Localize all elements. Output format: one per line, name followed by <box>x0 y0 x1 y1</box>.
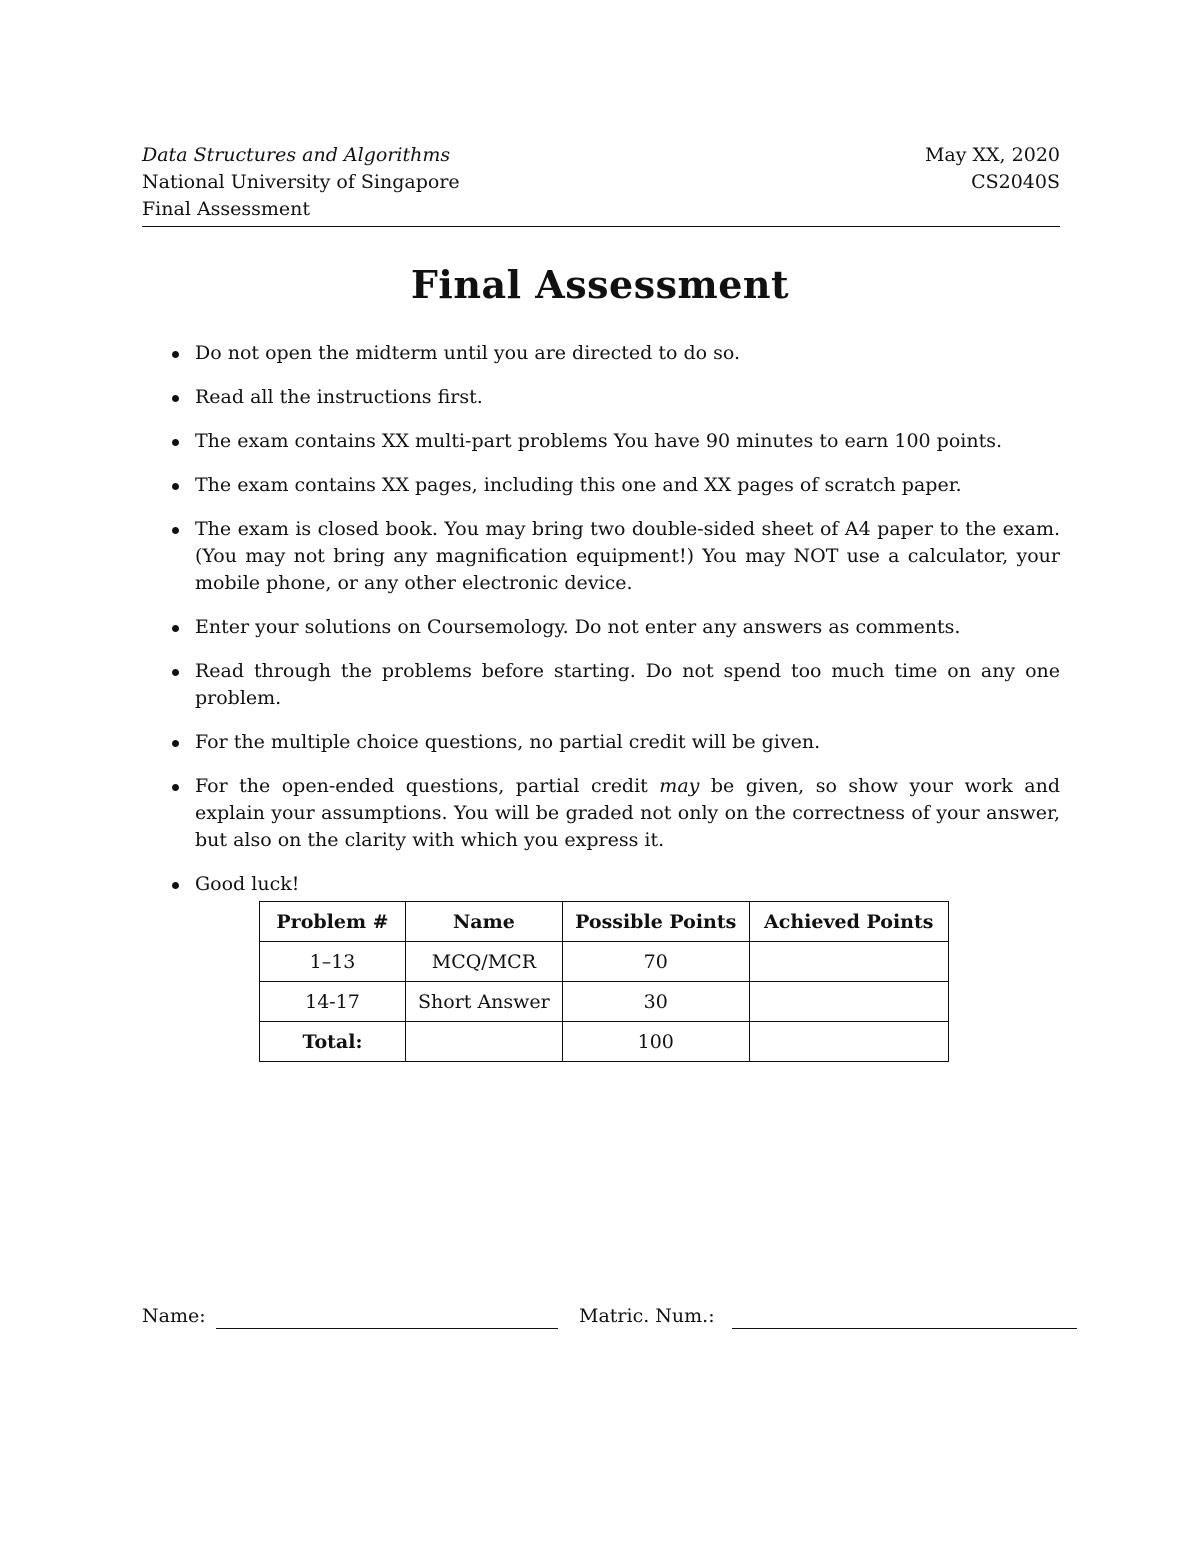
bullet-icon <box>172 669 179 676</box>
signature-section <box>142 1305 1082 1335</box>
score-table <box>259 901 949 1062</box>
bullet-icon <box>172 351 179 358</box>
table-row <box>260 942 949 982</box>
cell-name: Short Answer <box>406 982 563 1022</box>
table-row <box>260 982 949 1022</box>
instruction-text: The exam contains XX multi-part problems You have 90 minutes to earn 100 points. <box>195 430 1003 452</box>
instruction-text <box>195 775 1060 851</box>
matric-label: Matric. Num.: <box>579 1305 715 1327</box>
name-line <box>216 1328 558 1329</box>
header-row-1 <box>142 142 1060 169</box>
instruction-text: For the multiple choice questions, no partial credit will be given. <box>195 731 821 753</box>
instruction-item <box>172 729 1060 756</box>
column-header-problem: Problem # <box>260 902 406 942</box>
cell-problem: 14-17 <box>260 982 406 1022</box>
instruction-text: Do not open the midterm until you are directed to do so. <box>195 342 740 364</box>
assessment-label: Final Assessment <box>142 198 311 220</box>
cell-name: MCQ/MCR <box>406 942 563 982</box>
bullet-icon <box>172 439 179 446</box>
instruction-text-start: For the open-ended questions, partial credit <box>195 775 660 797</box>
instruction-item <box>172 773 1060 854</box>
university-name: National University of Singapore <box>142 171 460 193</box>
instruction-item <box>172 516 1060 597</box>
course-title: Data Structures and Algorithms <box>142 144 451 166</box>
instruction-item <box>172 384 1060 411</box>
instruction-text: The exam contains XX pages, including this one and XX pages of scratch paper. <box>195 474 962 496</box>
header-divider <box>142 226 1060 227</box>
instruction-item <box>172 340 1060 367</box>
header-row-2 <box>142 169 1060 196</box>
page-header <box>142 142 1060 223</box>
instruction-item <box>172 658 1060 712</box>
matric-line <box>732 1328 1077 1329</box>
instruction-text: Read through the problems before starting. Do not spend too much time on any one problem. <box>195 660 1060 709</box>
header-row-3 <box>142 196 1060 223</box>
cell-achieved-points <box>749 942 948 982</box>
bullet-icon <box>172 395 179 402</box>
instruction-text: Read all the instructions first. <box>195 386 483 408</box>
instruction-item <box>172 614 1060 641</box>
cell-possible-points: 70 <box>562 942 749 982</box>
cell-problem: 1–13 <box>260 942 406 982</box>
instruction-item <box>172 428 1060 455</box>
instruction-emphasis: may <box>659 775 700 797</box>
instructions-list <box>172 340 1060 915</box>
column-header-possible-points: Possible Points <box>562 902 749 942</box>
instruction-text: The exam is closed book. You may bring two double-sided sheet of A4 paper to the exam. (You may not bring any magnification equipment!) You may NOT use a calculator, your mobile phone, or any other electronic device. <box>195 518 1060 594</box>
bullet-icon <box>172 625 179 632</box>
table-header-row <box>260 902 949 942</box>
total-achieved-points <box>749 1022 948 1062</box>
instruction-text: Enter your solutions on Coursemology. Do not enter any answers as comments. <box>195 616 961 638</box>
course-code: CS2040S <box>971 171 1060 193</box>
bullet-icon <box>172 740 179 747</box>
name-label: Name: <box>142 1305 206 1327</box>
instruction-item <box>172 871 1060 898</box>
bullet-icon <box>172 784 179 791</box>
bullet-icon <box>172 483 179 490</box>
bullet-icon <box>172 882 179 889</box>
column-header-achieved-points: Achieved Points <box>749 902 948 942</box>
exam-date: May XX, 2020 <box>924 144 1060 166</box>
instruction-text-end: be given, so show your work and explain your assumptions. You will be graded not only on the correctness of your answer, but also on the clarity with which you express it. <box>195 775 1060 851</box>
cell-possible-points: 30 <box>562 982 749 1022</box>
instruction-item <box>172 472 1060 499</box>
total-name-cell <box>406 1022 563 1062</box>
bullet-icon <box>172 527 179 534</box>
table-total-row <box>260 1022 949 1062</box>
cell-achieved-points <box>749 982 948 1022</box>
column-header-name: Name <box>406 902 563 942</box>
total-possible-points: 100 <box>562 1022 749 1062</box>
total-label: Total: <box>260 1022 406 1062</box>
page-title: Final Assessment <box>410 262 790 307</box>
instruction-text: Good luck! <box>195 873 300 895</box>
